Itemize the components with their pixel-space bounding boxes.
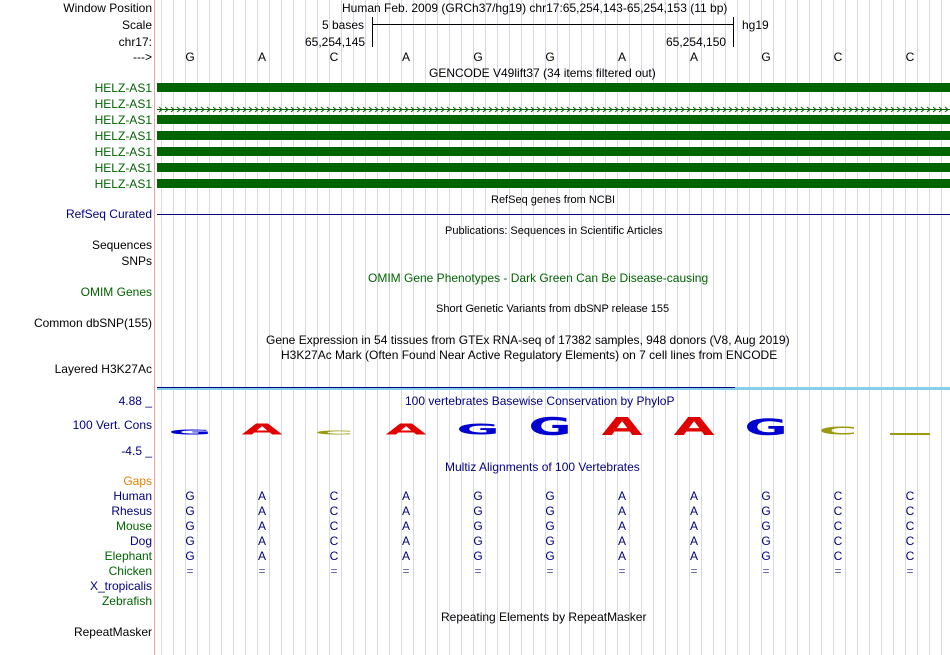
grid-line	[593, 0, 594, 655]
cons-logo-letter: G	[528, 413, 572, 442]
grid-line	[269, 0, 270, 655]
multiz-base: =	[330, 564, 338, 578]
gencode-transcript-label[interactable]: HELZ-AS1	[94, 97, 152, 111]
multiz-base: G	[473, 549, 483, 563]
multiz-base: A	[401, 519, 410, 533]
chrom-label: chr17:	[118, 35, 152, 49]
multiz-base: =	[690, 564, 698, 578]
grid-line	[605, 0, 606, 655]
grid-line	[389, 0, 390, 655]
cons-track-line-dark	[157, 387, 735, 388]
grid-line	[245, 0, 246, 655]
multiz-base: C	[833, 489, 843, 503]
scale-label: Scale	[121, 18, 152, 32]
multiz-base: A	[617, 534, 626, 548]
grid-line	[641, 0, 642, 655]
multiz-base: G	[185, 489, 195, 503]
multiz-base: C	[833, 519, 843, 533]
multiz-base: G	[473, 534, 483, 548]
grid-line	[497, 0, 498, 655]
ruler-base: G	[761, 50, 771, 64]
scale-assembly: hg19	[742, 18, 769, 32]
grid-line	[653, 0, 654, 655]
grid-line	[713, 0, 714, 655]
snps-label[interactable]: SNPs	[121, 254, 152, 268]
cons-logo-letter: A	[241, 421, 283, 439]
coord-left-tick	[372, 33, 373, 47]
multiz-base: G	[761, 519, 771, 533]
grid-line	[317, 0, 318, 655]
cons-logo-letter: A	[673, 413, 715, 442]
grid-line	[305, 0, 306, 655]
refseq-label[interactable]: RefSeq Curated	[65, 207, 152, 221]
multiz-base: A	[617, 549, 626, 563]
cons-max-label: 4.88 _	[118, 394, 152, 408]
multiz-species-label[interactable]: Dog	[129, 534, 152, 548]
h3k27ac-label[interactable]: Layered H3K27Ac	[54, 362, 152, 376]
multiz-base: G	[545, 549, 555, 563]
grid-line	[785, 0, 786, 655]
grid-line	[821, 0, 822, 655]
multiz-base: C	[329, 504, 339, 518]
multiz-species-label[interactable]: Chicken	[108, 564, 152, 578]
multiz-base: A	[401, 489, 410, 503]
multiz-base: G	[761, 489, 771, 503]
grid-line	[353, 0, 354, 655]
gencode-transcript-label[interactable]: HELZ-AS1	[94, 177, 152, 191]
gencode-transcript-exon[interactable]	[157, 163, 950, 172]
cons-min-label: -4.5 _	[121, 444, 152, 458]
multiz-base: G	[545, 519, 555, 533]
grid-line	[845, 0, 846, 655]
multiz-base: A	[689, 534, 698, 548]
ruler-base: C	[905, 50, 915, 64]
grid-line	[797, 0, 798, 655]
refseq-line[interactable]	[157, 214, 950, 215]
multiz-base: =	[186, 564, 194, 578]
multiz-species-label[interactable]: Zebrafish	[101, 594, 152, 608]
multiz-base: G	[473, 489, 483, 503]
gencode-transcript-label[interactable]: HELZ-AS1	[94, 113, 152, 127]
multiz-base: A	[689, 549, 698, 563]
grid-line	[929, 0, 930, 655]
grid-line	[569, 0, 570, 655]
grid-line	[869, 0, 870, 655]
ruler-base: A	[257, 50, 266, 64]
grid-line	[221, 0, 222, 655]
grid-line	[341, 0, 342, 655]
coord-right-tick	[733, 33, 734, 47]
multiz-base: G	[761, 504, 771, 518]
coord-right: 65,254,150	[666, 35, 727, 49]
ruler-base: A	[617, 50, 626, 64]
grid-line	[461, 0, 462, 655]
scale-bar-right-tick	[733, 17, 734, 33]
multiz-base: =	[618, 564, 626, 578]
multiz-base: =	[762, 564, 770, 578]
multiz-base: C	[905, 504, 915, 518]
grid-line	[581, 0, 582, 655]
sequences-label[interactable]: Sequences	[91, 238, 152, 252]
grid-line	[209, 0, 210, 655]
multiz-base: G	[185, 549, 195, 563]
gaps-label[interactable]: Gaps	[123, 474, 152, 488]
multiz-base: A	[257, 534, 266, 548]
grid-line	[485, 0, 486, 655]
multiz-base: A	[689, 504, 698, 518]
cons-logo-letter: C	[314, 429, 354, 436]
grid-line	[701, 0, 702, 655]
multiz-base: =	[402, 564, 410, 578]
multiz-base: C	[329, 549, 339, 563]
gencode-transcript-label[interactable]: HELZ-AS1	[94, 129, 152, 143]
scale-bar	[373, 24, 733, 25]
ruler-base: C	[329, 50, 339, 64]
ruler-base: C	[833, 50, 843, 64]
cons-logo-mark	[890, 433, 930, 435]
multiz-base: G	[545, 534, 555, 548]
cons-logo-letter: C	[818, 425, 858, 438]
grid-line	[665, 0, 666, 655]
multiz-base: A	[401, 504, 410, 518]
gencode-transcript-label[interactable]: HELZ-AS1	[94, 145, 152, 159]
multiz-base: A	[401, 534, 410, 548]
grid-line	[629, 0, 630, 655]
repeatmasker-title[interactable]: Repeating Elements by RepeatMasker	[441, 610, 647, 624]
multiz-base: C	[833, 504, 843, 518]
grid-line	[917, 0, 918, 655]
cons-logo-letter: G	[168, 428, 212, 437]
multiz-base: A	[257, 489, 266, 503]
scale-bases: 5 bases	[322, 18, 365, 32]
multiz-base: G	[185, 534, 195, 548]
gencode-transcript-label[interactable]: HELZ-AS1	[94, 161, 152, 175]
window-position-value: Human Feb. 2009 (GRCh37/hg19) chr17:65,254,143-65,254,153 (11 bp)	[342, 1, 728, 15]
multiz-species-label[interactable]: X_tropicalis	[89, 579, 152, 593]
grid-line	[773, 0, 774, 655]
multiz-base: C	[905, 519, 915, 533]
omim-title[interactable]: OMIM Gene Phenotypes - Dark Green Can Be Disease-causing	[368, 271, 709, 285]
grid-line	[749, 0, 750, 655]
multiz-base: =	[906, 564, 914, 578]
multiz-base: C	[905, 534, 915, 548]
grid-line	[437, 0, 438, 655]
repeatmasker-label[interactable]: RepeatMasker	[73, 625, 152, 639]
publications-title[interactable]: Publications: Sequences in Scientific Articles	[445, 225, 663, 237]
grid-line	[881, 0, 882, 655]
gencode-transcript-exon[interactable]	[157, 179, 950, 188]
strand-label: --->	[133, 50, 152, 64]
gencode-transcript-exon[interactable]	[157, 147, 950, 156]
refseq-title[interactable]: RefSeq genes from NCBI	[491, 194, 616, 206]
coord-left: 65,254,145	[305, 35, 366, 49]
grid-line	[173, 0, 174, 655]
grid-line	[941, 0, 942, 655]
grid-line	[413, 0, 414, 655]
multiz-base: A	[617, 519, 626, 533]
multiz-species-label[interactable]: Elephant	[104, 549, 152, 563]
grid-line	[281, 0, 282, 655]
grid-line	[233, 0, 234, 655]
gencode-title[interactable]: GENCODE V49lift37 (34 items filtered out)	[429, 66, 656, 80]
multiz-base: A	[617, 504, 626, 518]
cons-logo-letter: A	[385, 421, 427, 439]
multiz-base: G	[473, 504, 483, 518]
grid-line	[857, 0, 858, 655]
gencode-transcript-label[interactable]: HELZ-AS1	[94, 81, 152, 95]
grid-line	[677, 0, 678, 655]
gencode-transcript-intron[interactable]	[157, 101, 950, 110]
multiz-base: A	[401, 549, 410, 563]
ruler-base: G	[545, 50, 555, 64]
multiz-base: A	[257, 519, 266, 533]
multiz-title[interactable]: Multiz Alignments of 100 Vertebrates	[445, 460, 640, 474]
multiz-base: G	[473, 519, 483, 533]
ruler-base: G	[185, 50, 195, 64]
ruler-base: G	[473, 50, 483, 64]
grid-line	[521, 0, 522, 655]
multiz-base: A	[617, 489, 626, 503]
multiz-base: C	[833, 549, 843, 563]
gencode-transcript-exon[interactable]	[157, 115, 950, 124]
multiz-base: C	[329, 519, 339, 533]
multiz-base: =	[834, 564, 842, 578]
multiz-base: A	[257, 504, 266, 518]
multiz-species-label[interactable]: Rhesus	[111, 504, 152, 518]
grid-line	[449, 0, 450, 655]
multiz-base: =	[474, 564, 482, 578]
multiz-base: G	[761, 549, 771, 563]
multiz-base: G	[545, 504, 555, 518]
grid-line	[533, 0, 534, 655]
ruler-base: A	[689, 50, 698, 64]
grid-line	[725, 0, 726, 655]
cons-logo-letter: G	[456, 421, 500, 439]
multiz-base: G	[761, 534, 771, 548]
multiz-species-label[interactable]: Human	[113, 489, 152, 503]
scale-bar-left-tick	[372, 17, 373, 33]
dbsnp-label[interactable]: Common dbSNP(155)	[33, 316, 152, 330]
multiz-base: C	[833, 534, 843, 548]
multiz-base: C	[329, 534, 339, 548]
multiz-base: A	[257, 549, 266, 563]
grid-line	[377, 0, 378, 655]
dbsnp-title[interactable]: Short Genetic Variants from dbSNP release 155	[436, 303, 670, 315]
multiz-base: A	[689, 519, 698, 533]
gencode-transcript-exon[interactable]	[157, 83, 950, 92]
grid-line	[737, 0, 738, 655]
multiz-base: G	[545, 489, 555, 503]
multiz-base: G	[185, 519, 195, 533]
grid-line	[293, 0, 294, 655]
grid-line	[425, 0, 426, 655]
grid-line	[509, 0, 510, 655]
multiz-base: A	[689, 489, 698, 503]
multiz-base: G	[185, 504, 195, 518]
grid-line	[809, 0, 810, 655]
cons-title[interactable]: 100 vertebrates Basewise Conservation by PhyloP	[405, 394, 675, 408]
label-panel-divider	[154, 0, 155, 655]
multiz-base: C	[329, 489, 339, 503]
cons-label[interactable]: 100 Vert. Cons	[72, 418, 152, 432]
ruler-base: A	[401, 50, 410, 64]
multiz-base: C	[905, 549, 915, 563]
h3k27ac-title[interactable]: H3K27Ac Mark (Often Found Near Active Regulatory Elements) on 7 cell lines from ENCODE	[281, 348, 778, 362]
omim-label[interactable]: OMIM Genes	[80, 285, 152, 299]
cons-logo-letter: A	[601, 413, 643, 442]
grid-line	[557, 0, 558, 655]
multiz-base: C	[905, 489, 915, 503]
multiz-base: =	[546, 564, 554, 578]
multiz-base: =	[258, 564, 266, 578]
cons-logo-letter: G	[744, 416, 788, 441]
multiz-species-label[interactable]: Mouse	[115, 519, 152, 533]
grid-line	[197, 0, 198, 655]
grid-line	[161, 0, 162, 655]
window-position-label: Window Position	[63, 1, 152, 15]
gtex-title[interactable]: Gene Expression in 54 tissues from GTEx RNA-seq of 17382 samples, 948 donors (V8, Aug 2019)	[266, 333, 790, 347]
gencode-transcript-exon[interactable]	[157, 131, 950, 140]
grid-line	[365, 0, 366, 655]
grid-line	[893, 0, 894, 655]
